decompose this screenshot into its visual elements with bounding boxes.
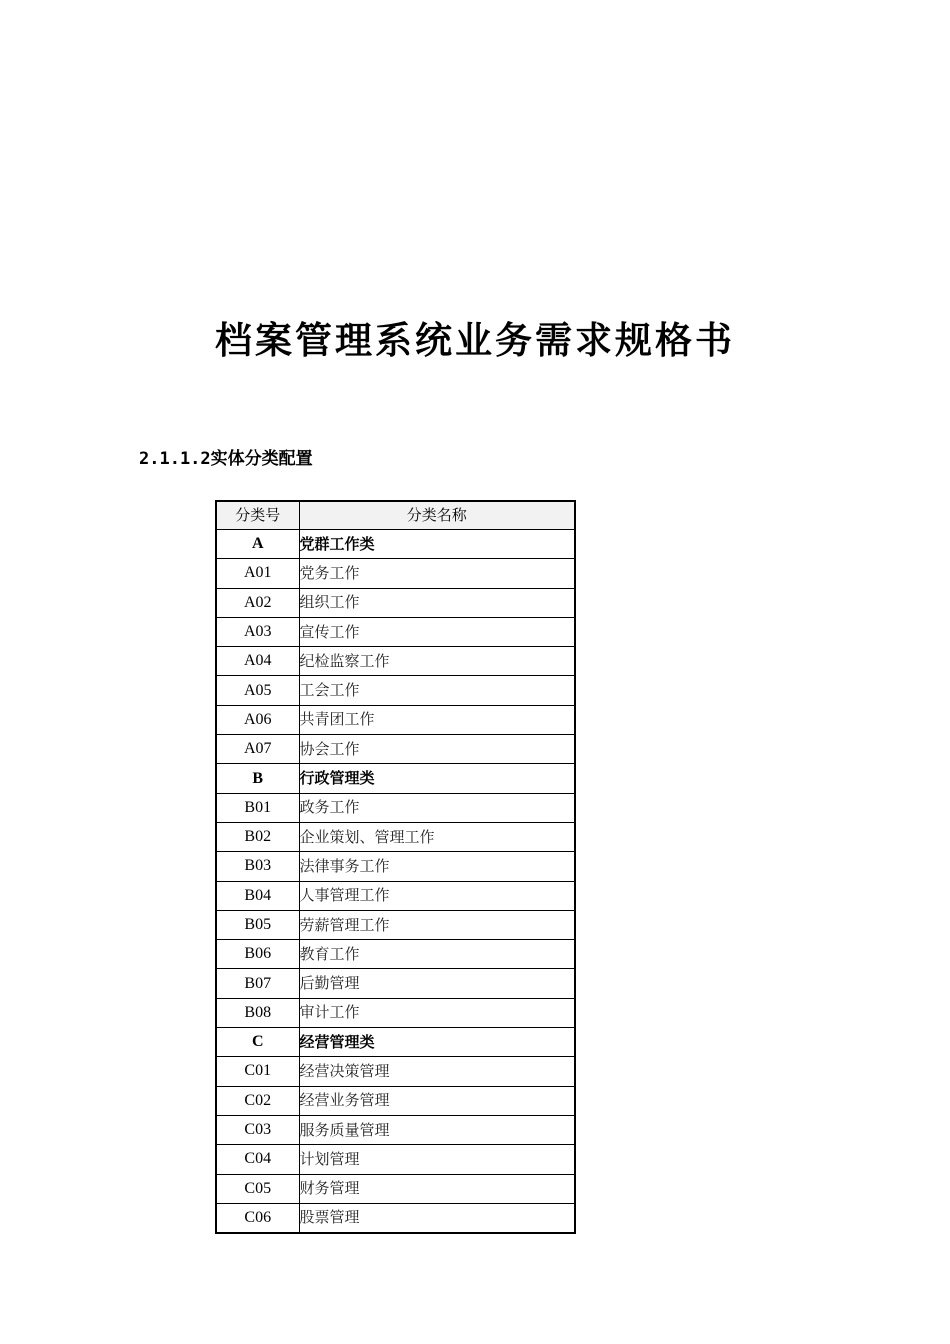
- category-code: B: [216, 764, 299, 793]
- table-row: [216, 735, 575, 764]
- category-name: 股票管理: [299, 1203, 575, 1233]
- category-code: B01: [216, 793, 299, 822]
- category-code: A01: [216, 559, 299, 588]
- category-code: B08: [216, 998, 299, 1027]
- category-code: B04: [216, 881, 299, 910]
- table-row: [216, 1086, 575, 1115]
- table-row: [216, 647, 575, 676]
- table-row: [216, 852, 575, 881]
- category-name: 企业策划、管理工作: [299, 822, 575, 851]
- category-name: 后勤管理: [299, 969, 575, 998]
- category-name: 共青团工作: [299, 705, 575, 734]
- category-code: B03: [216, 852, 299, 881]
- category-name: 劳薪管理工作: [299, 910, 575, 939]
- category-name: 政务工作: [299, 793, 575, 822]
- category-code: A02: [216, 588, 299, 617]
- category-name: 协会工作: [299, 735, 575, 764]
- table-body: [216, 530, 575, 1234]
- table-row: [216, 705, 575, 734]
- table-row: [216, 559, 575, 588]
- category-code: B05: [216, 910, 299, 939]
- category-code: C01: [216, 1057, 299, 1086]
- table-row: [216, 588, 575, 617]
- table-row: [216, 998, 575, 1027]
- category-code: A03: [216, 617, 299, 646]
- table-row: [216, 940, 575, 969]
- category-code: C05: [216, 1174, 299, 1203]
- table-row: [216, 1115, 575, 1144]
- table-row: [216, 617, 575, 646]
- table-header: [216, 501, 575, 530]
- table-row: [216, 676, 575, 705]
- table-row: [216, 910, 575, 939]
- category-code: C06: [216, 1203, 299, 1233]
- category-code: B02: [216, 822, 299, 851]
- category-code: A07: [216, 735, 299, 764]
- category-name: 纪检监察工作: [299, 647, 575, 676]
- category-code: C03: [216, 1115, 299, 1144]
- table-row: [216, 822, 575, 851]
- table-row: [216, 1057, 575, 1086]
- category-name: 财务管理: [299, 1174, 575, 1203]
- table-row: [216, 969, 575, 998]
- category-name: 宣传工作: [299, 617, 575, 646]
- category-code: A06: [216, 705, 299, 734]
- table-header-row: [216, 501, 575, 530]
- category-name: 经营决策管理: [299, 1057, 575, 1086]
- category-name: 教育工作: [299, 940, 575, 969]
- category-name: 行政管理类: [299, 764, 575, 793]
- category-code: C: [216, 1028, 299, 1057]
- category-name: 人事管理工作: [299, 881, 575, 910]
- table-row: [216, 793, 575, 822]
- category-code: A05: [216, 676, 299, 705]
- category-code: C04: [216, 1145, 299, 1174]
- category-code: B07: [216, 969, 299, 998]
- section-heading: 2.1.1.2实体分类配置: [139, 449, 313, 469]
- category-name: 审计工作: [299, 998, 575, 1027]
- category-code: A04: [216, 647, 299, 676]
- table-row: [216, 1174, 575, 1203]
- category-code: C02: [216, 1086, 299, 1115]
- table-row: [216, 881, 575, 910]
- category-name: 计划管理: [299, 1145, 575, 1174]
- category-name: 服务质量管理: [299, 1115, 575, 1144]
- table-group-row: [216, 1028, 575, 1057]
- document-title: 档案管理系统业务需求规格书: [215, 318, 735, 362]
- column-header-code: 分类号: [216, 501, 299, 530]
- column-header-name: 分类名称: [299, 501, 575, 530]
- category-name: 经营管理类: [299, 1028, 575, 1057]
- table-row: [216, 1145, 575, 1174]
- category-name: 党群工作类: [299, 530, 575, 559]
- category-name: 法律事务工作: [299, 852, 575, 881]
- table-group-row: [216, 764, 575, 793]
- table-group-row: [216, 530, 575, 559]
- category-name: 党务工作: [299, 559, 575, 588]
- category-name: 经营业务管理: [299, 1086, 575, 1115]
- category-code: A: [216, 530, 299, 559]
- table-row: [216, 1203, 575, 1233]
- category-name: 工会工作: [299, 676, 575, 705]
- category-name: 组织工作: [299, 588, 575, 617]
- category-code: B06: [216, 940, 299, 969]
- classification-table: [215, 500, 576, 1234]
